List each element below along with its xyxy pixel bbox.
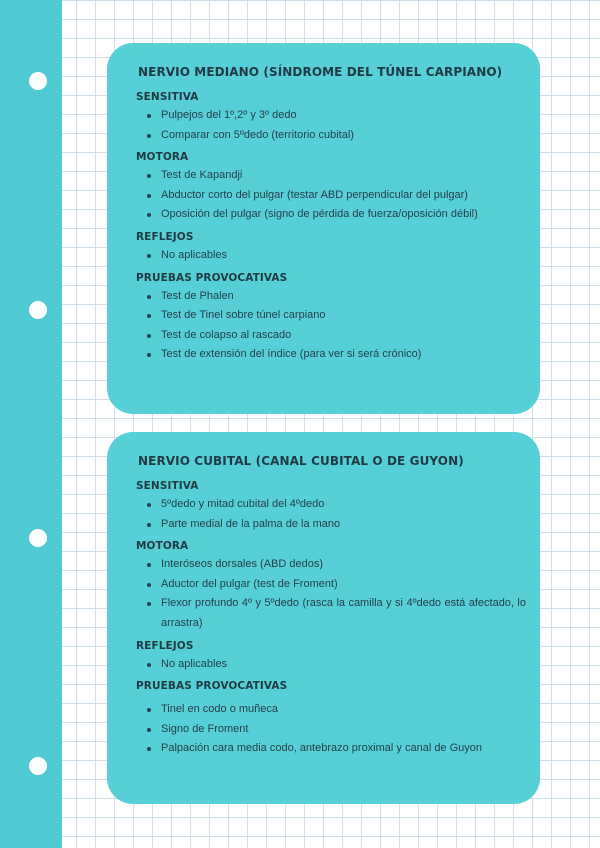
item-text: Signo de Froment <box>161 722 249 735</box>
median-nerve-card <box>107 43 540 414</box>
bullet-icon <box>147 663 151 667</box>
list-item <box>138 287 526 307</box>
section-heading: MOTORA <box>136 540 189 553</box>
bullet-icon <box>147 314 151 318</box>
section-sensitiva <box>138 91 526 145</box>
bullet-icon <box>147 174 151 178</box>
bullet-icon <box>147 353 151 357</box>
item-text: No aplicables <box>161 657 228 670</box>
list-item <box>138 700 526 720</box>
section-pruebas-provocativas <box>138 272 526 365</box>
bullet-icon <box>147 583 151 587</box>
bullet-icon <box>147 602 151 606</box>
binder-strip <box>0 0 62 848</box>
ulnar-nerve-card <box>107 432 540 804</box>
list-item <box>138 515 526 535</box>
list-item <box>138 739 526 759</box>
item-text: Interóseos dorsales (ABD dedos) <box>161 558 324 571</box>
bullet-icon <box>147 747 151 751</box>
item-list <box>138 106 526 145</box>
item-text: Palpación cara media codo, antebrazo proximal y canal de Guyon <box>161 742 483 755</box>
bullet-icon <box>147 334 151 338</box>
item-text: Comparar con 5ºdedo (territorio cubital) <box>161 128 354 141</box>
list-item <box>138 555 526 575</box>
section-motora <box>138 151 526 225</box>
item-list <box>138 495 526 534</box>
bullet-icon <box>147 114 151 118</box>
section-motora <box>138 540 526 633</box>
item-text: 5ºdedo y mitad cubital del 4ºdedo <box>161 498 325 510</box>
list-item <box>138 106 526 126</box>
item-text: Parte medial de la palma de la mano <box>161 517 341 530</box>
bullet-icon <box>147 213 151 217</box>
section-heading: SENSITIVA <box>136 480 199 492</box>
section-sensitiva <box>138 480 526 534</box>
card-title: NERVIO MEDIANO (SÍNDROME DEL TÚNEL CARPIANO) <box>138 65 503 79</box>
binder-hole <box>29 529 47 547</box>
item-text: Tinel en codo o muñeca <box>161 703 278 716</box>
item-text: No aplicables <box>161 248 228 261</box>
item-list <box>138 655 526 675</box>
binder-hole <box>29 757 47 775</box>
card-title: NERVIO CUBITAL (CANAL CUBITAL O DE GUYON) <box>138 454 464 468</box>
section-pruebas-provocativas <box>138 680 526 759</box>
item-list <box>138 287 526 365</box>
item-text: Aductor del pulgar (test de Froment) <box>161 577 338 590</box>
bullet-icon <box>147 728 151 732</box>
list-item <box>138 205 526 225</box>
list-item <box>138 326 526 346</box>
bullet-icon <box>147 503 151 507</box>
bullet-icon <box>147 194 151 198</box>
item-text: Flexor profundo 4º y 5ºdedo (rasca la camilla y si 4ºdedo está afectado, lo arrastra) <box>161 597 526 629</box>
section-heading: SENSITIVA <box>136 91 199 103</box>
bullet-icon <box>147 295 151 299</box>
list-item <box>138 495 526 515</box>
list-item <box>138 186 526 206</box>
item-text: Test de Kapandji <box>161 169 243 182</box>
list-item <box>138 126 526 146</box>
list-item <box>138 594 526 633</box>
bullet-icon <box>147 254 151 258</box>
bullet-icon <box>147 708 151 712</box>
section-heading: MOTORA <box>136 151 189 164</box>
list-item <box>138 306 526 326</box>
list-item <box>138 575 526 595</box>
item-text: Oposición del pulgar (signo de pérdida de fuerza/oposición débil) <box>161 208 478 221</box>
item-text: Test de Phalen <box>161 289 234 302</box>
section-heading: PRUEBAS PROVOCATIVAS <box>136 271 288 284</box>
bullet-icon <box>147 523 151 527</box>
list-item <box>138 655 526 675</box>
list-item <box>138 720 526 740</box>
item-text: Test de colapso al rascado <box>161 328 292 341</box>
section-heading: PRUEBAS PROVOCATIVAS <box>136 680 288 693</box>
bullet-icon <box>147 134 151 138</box>
section-heading: REFLEJOS <box>136 230 194 243</box>
list-item <box>138 246 526 266</box>
section-heading: REFLEJOS <box>136 639 194 652</box>
list-item <box>138 166 526 186</box>
item-text: Pulpejos del 1º,2º y 3º dedo <box>161 109 297 121</box>
binder-hole <box>29 72 47 90</box>
item-list <box>138 555 526 633</box>
bullet-icon <box>147 563 151 567</box>
item-text: Test de Tinel sobre túnel carpiano <box>161 309 326 322</box>
binder-hole <box>29 301 47 319</box>
section-reflejos <box>138 640 526 675</box>
item-list <box>138 700 526 759</box>
item-list <box>138 246 526 266</box>
list-item <box>138 345 526 365</box>
section-reflejos <box>138 231 526 266</box>
item-text: Test de extensión del índice (para ver si será crónico) <box>161 348 422 361</box>
item-text: Abductor corto del pulgar (testar ABD perpendicular del pulgar) <box>161 188 468 201</box>
item-list <box>138 166 526 225</box>
